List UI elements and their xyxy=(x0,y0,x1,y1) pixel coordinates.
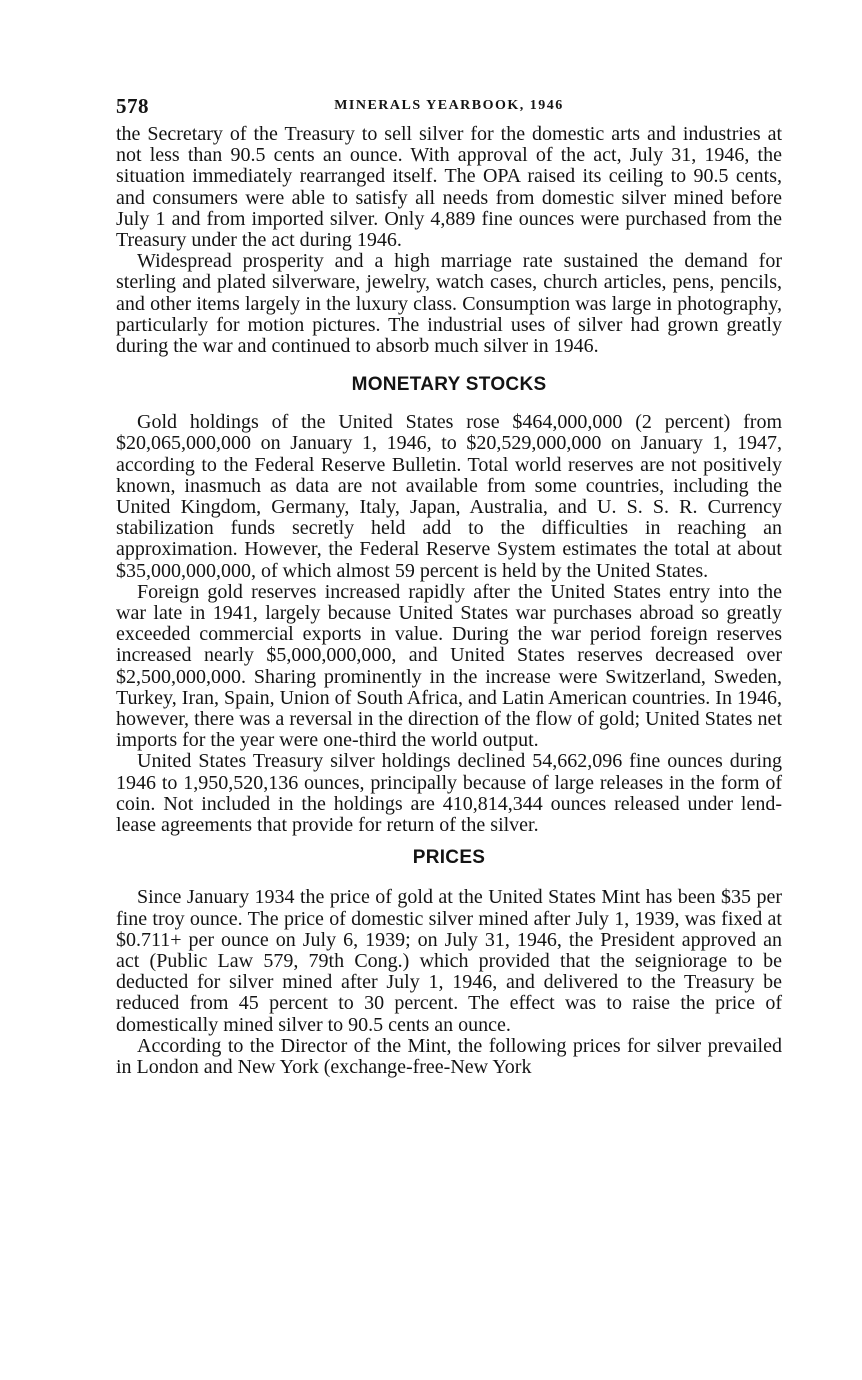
paragraph-silver-demand: Widespread prosperity and a high marriage rate sustained the demand for sterling and plated silverware, jewelry, watch cases, church articles, pens, pencils, and other items largely in the luxury class. Consumption was large in photography, particularly for motion pictures. The industrial uses of silver had grown greatly during the war and continued to absorb much silver in 1946. xyxy=(116,250,782,358)
running-head xyxy=(116,94,782,124)
paragraph-treasury-silver-holdings: United States Treasury silver holdings declined 54,662,096 fine ounces during 1946 to 1,950,520,136 ounces, principally because of large releases in the form of coin. Not included in the holdings are 410,814,344 ounces released under lend-lease agreements that provide for return of the silver. xyxy=(116,750,782,837)
running-title: MINERALS YEARBOOK, 1946 xyxy=(334,98,564,113)
document-page xyxy=(116,94,782,1078)
page-number: 578 xyxy=(116,94,149,118)
paragraph-foreign-gold-reserves: Foreign gold reserves increased rapidly after the United States entry into the war late in 1941, largely because United States war purchases abroad so greatly exceeded commercial exports in value. During the war period foreign reserves increased nearly $5,000,000,000, and United States reserves decreased over $2,500,000,000. Sharing prominently in the increase were Switzerland, Sweden, Turkey, Iran, Spain, Union of South Africa, and Latin American countries. In 1946, however, there was a reversal in the direction of the flow of gold; United States net imports for the year were one-third the world output. xyxy=(116,580,782,752)
heading-monetary-stocks: MONETARY STOCKS xyxy=(351,374,547,396)
paragraph-mint-director-prices: According to the Director of the Mint, the following prices for silver prevailed in London and New York (exchange-free-New York xyxy=(116,1034,782,1078)
heading-prices: PRICES xyxy=(412,847,486,869)
paragraph-treasury-silver-sale: the Secretary of the Treasury to sell silver for the domestic arts and industries at not less than 90.5 cents an ounce. With approval of the act, July 31, 1946, the situation immediately rearranged itself. The OPA raised its ceiling to 90.5 cents, and consumers were able to satisfy all needs from domestic silver mined before July 1 and from imported silver. Only 4,889 fine ounces were purchased from the Treasury under the act during 1946. xyxy=(116,123,782,252)
paragraph-gold-silver-prices: Since January 1934 the price of gold at the United States Mint has been $35 per fine troy ounce. The price of domestic silver mined after July 1, 1939, was fixed at $0.711+ per ounce on July 6, 1939; on July 31, 1946, the President approved an act (Public Law 579, 79th Cong.) which provided that the seigniorage to be deducted for silver mined after July 1, 1946, and delivered to the Treasury be reduced from 45 percent to 30 percent. The effect was to raise the price of domestically mined silver to 90.5 cents an ounce. xyxy=(116,886,782,1036)
paragraph-gold-holdings: Gold holdings of the United States rose $464,000,000 (2 percent) from $20,065,000,000 on January 1, 1946, to $20,529,000,000 on January 1, 1947, according to the Federal Reserve Bulletin. Total world reserves are not positively known, inasmuch as data are not available from some countries, including the United Kingdom, Germany, Italy, Japan, Australia, and U. S. S. R. Currency stabilization funds secretly held add to the difficulties in reaching an approximation. However, the Federal Reserve System estimates the total at about $35,000,000,000, of which almost 59 percent is held by the United States. xyxy=(116,411,782,582)
